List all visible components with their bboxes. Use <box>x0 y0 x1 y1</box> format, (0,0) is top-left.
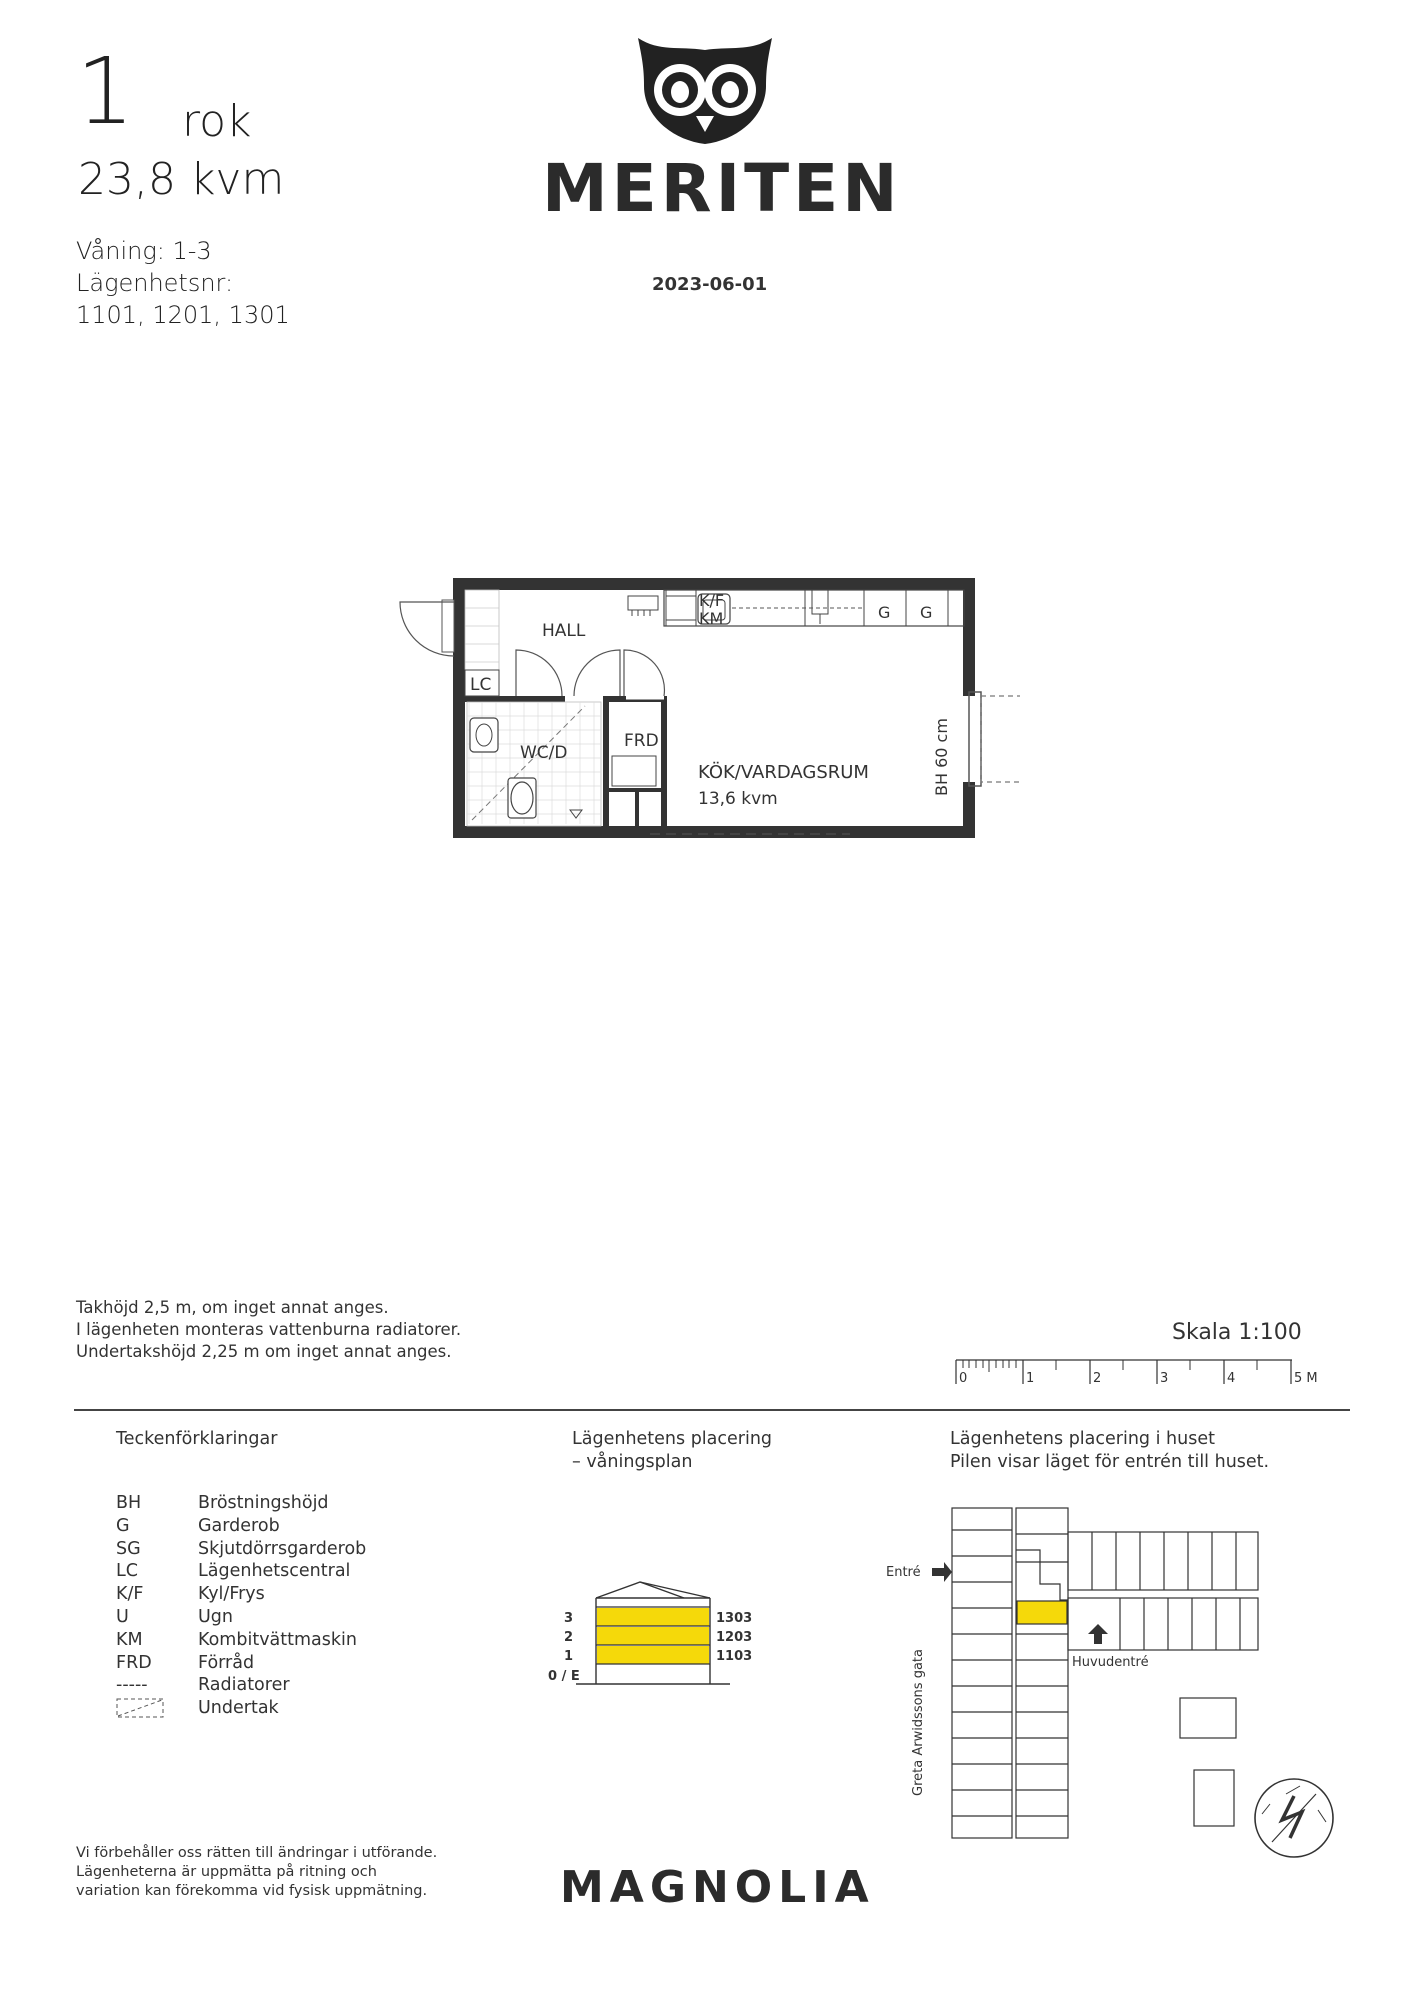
rooms-unit: rok <box>182 96 252 147</box>
legend-text: Lägenhetscentral <box>198 1561 351 1582</box>
scale-tick-4: 4 <box>1227 1371 1236 1386</box>
legend-text: Bröstningshöjd <box>198 1493 329 1513</box>
room-label-wcd: WC/D <box>520 743 568 763</box>
house-placement-title: Lägenhetens placering i huset <box>950 1429 1215 1449</box>
legend-text: Radiatorer <box>198 1675 290 1696</box>
legend-code: ----- <box>116 1675 148 1696</box>
note-radiators: I lägenheten monteras vattenburna radiatorer. <box>76 1320 462 1339</box>
floor-number-2: 2 <box>564 1630 574 1645</box>
floor-number-3: 3 <box>564 1611 574 1626</box>
legend-text: Kombitvättmaskin <box>198 1629 357 1650</box>
floor-highlight-1 <box>597 1646 709 1664</box>
scale-label: Skala 1:100 <box>1172 1320 1302 1345</box>
legend-text: Garderob <box>198 1515 280 1536</box>
room-label-frd: FRD <box>624 731 659 751</box>
floor-placement-subtitle: – våningsplan <box>572 1452 693 1472</box>
entrance-arrow-icon <box>932 1562 952 1582</box>
compass-north-icon <box>1250 1774 1340 1864</box>
room-label-lc: LC <box>470 675 492 695</box>
wardrobe-label-1: G <box>878 603 891 622</box>
room-label-living: KÖK/VARDAGSRUM <box>698 762 869 783</box>
house-placement-subtitle: Pilen visar läget för entrén till huset. <box>950 1452 1270 1472</box>
disclaimer-line-2: Lägenheterna är uppmätta på ritning och <box>76 1864 377 1880</box>
note-drop-ceiling: Undertakshöjd 2,25 m om inget annat anges. <box>76 1342 452 1361</box>
apt-number-2: 1203 <box>716 1630 753 1645</box>
owl-logo-icon <box>630 28 780 148</box>
drop-ceiling-symbol-icon <box>116 1698 164 1718</box>
window-height-label: BH 60 cm <box>932 718 951 796</box>
scale-tick-0: 0 <box>959 1371 968 1386</box>
appliance-label-kf: K/F <box>699 591 725 610</box>
legend-text: Skjutdörrsgarderob <box>198 1538 367 1559</box>
street-label: Greta Arwidssons gata <box>911 1649 926 1796</box>
legend-text: Förråd <box>198 1652 255 1673</box>
apartment-area: 23,8 kvm <box>78 154 285 205</box>
legend-code: SG <box>116 1538 141 1559</box>
legend-text: Undertak <box>198 1698 279 1719</box>
legend-text: Ugn <box>198 1606 234 1627</box>
legend-code: KM <box>116 1629 143 1650</box>
apartment-numbers: 1101, 1201, 1301 <box>76 301 290 329</box>
scale-tick-3: 3 <box>1160 1371 1169 1386</box>
floor-placement-diagram <box>540 1570 770 1690</box>
scale-tick-2: 2 <box>1093 1371 1102 1386</box>
project-logo-text: MERITEN <box>542 150 902 227</box>
note-ceiling-height: Takhöjd 2,5 m, om inget annat anges. <box>76 1298 389 1317</box>
floor-highlight-2 <box>597 1627 709 1645</box>
apt-number-1: 1103 <box>716 1649 753 1664</box>
apt-number-3: 1303 <box>716 1611 753 1626</box>
scale-bar <box>950 1354 1330 1394</box>
appliance-label-km: KM <box>699 609 724 628</box>
entrance-label: Entré <box>886 1565 921 1580</box>
main-entrance-arrow-icon <box>1088 1624 1108 1644</box>
apartment-highlight <box>1017 1601 1067 1624</box>
legend-code: U <box>116 1606 129 1627</box>
floor-highlight-3 <box>597 1608 709 1626</box>
floor-info: Våning: 1-3 <box>76 237 212 265</box>
room-area-living: 13,6 kvm <box>698 789 778 809</box>
legend-code: FRD <box>116 1652 152 1673</box>
floor-plan <box>380 560 1020 860</box>
developer-logo-text: MAGNOLIA <box>560 1862 875 1913</box>
legend-text: Kyl/Frys <box>198 1584 265 1605</box>
floor-number-0: 0 / E <box>548 1669 580 1684</box>
legend-code: LC <box>116 1561 138 1582</box>
scale-tick-5: 5 M <box>1294 1371 1318 1386</box>
disclaimer-line-1: Vi förbehåller oss rätten till ändringar i utförande. <box>76 1845 438 1861</box>
disclaimer-line-3: variation kan förekomma vid fysisk uppmätning. <box>76 1883 428 1899</box>
scale-tick-1: 1 <box>1026 1371 1035 1386</box>
apartment-number-label: Lägenhetsnr: <box>76 269 234 297</box>
divider <box>74 1409 1350 1411</box>
main-entrance-label: Huvudentré <box>1072 1655 1149 1670</box>
wardrobe-label-2: G <box>920 603 933 622</box>
legend-title: Teckenförklaringar <box>116 1429 278 1449</box>
floor-placement-title: Lägenhetens placering <box>572 1429 773 1449</box>
room-label-hall: HALL <box>542 621 586 641</box>
legend-code: K/F <box>116 1584 144 1605</box>
legend-code: G <box>116 1515 130 1536</box>
rooms-number: 1 <box>76 38 135 145</box>
legend-list <box>116 1492 367 1720</box>
legend-code: BH <box>116 1493 142 1513</box>
floor-number-1: 1 <box>564 1649 574 1664</box>
plan-date: 2023-06-01 <box>652 274 768 295</box>
